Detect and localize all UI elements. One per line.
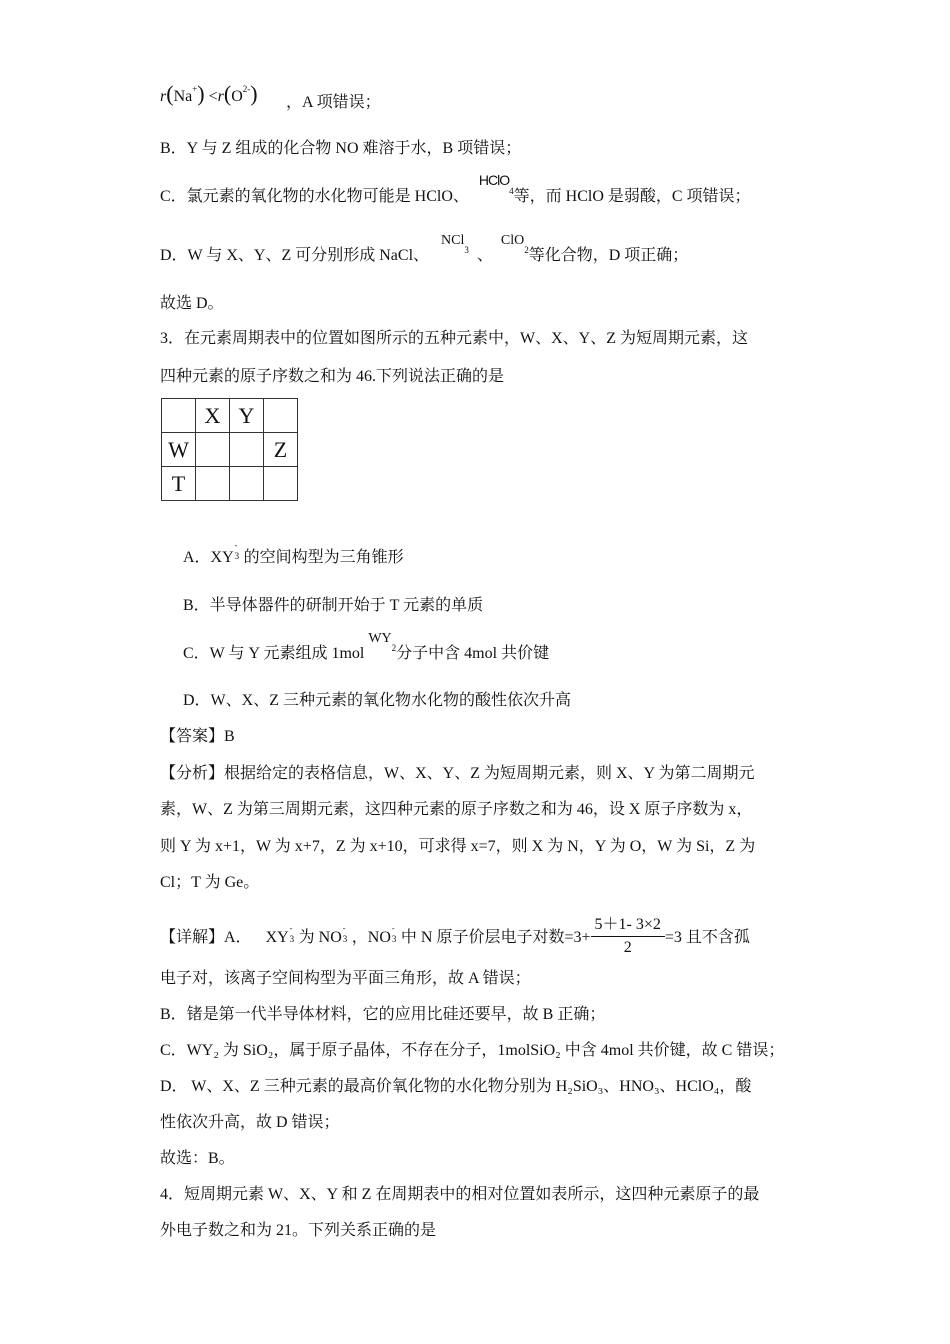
table-cell: T (162, 467, 196, 501)
detail-text: B．锗是第一代半导体材料，它的应用比硅还要早，故 B 正确； (160, 1006, 606, 1023)
question-4-text: 外电子数之和为 21。下列关系正确的是 (160, 1222, 437, 1239)
text-line: C．氯元素的氧化物的水化物可能是 HClO、HClO$^4$等，而 HClO 是弱酸，C 项错误； (160, 172, 751, 205)
answer-label: 【答案】B (160, 728, 235, 745)
table-row (162, 399, 298, 433)
ncl3-formula: NCl (441, 233, 465, 248)
table-row (162, 433, 298, 467)
wy2-formula: WY (368, 631, 392, 646)
table-cell (196, 467, 230, 501)
analysis-text: 【分析】根据给定的表格信息，W、X、Y、Z 为短周期元素，则 X、Y 为第二周期元 (160, 765, 755, 782)
text-line: D．W 与 X、Y、Z 可分别形成 NaCl、NCl$^3$ 、ClO$^2$等化合物，D 项正确； (160, 233, 689, 264)
option-a: A．XY - 3 的空间构型为三角锥形 (183, 541, 404, 566)
question-3-text: 3．在元素周期表中的位置如图所示的五种元素中，W、X、Y、Z 为短周期元素，这 (160, 330, 748, 347)
table-cell: Y (230, 399, 264, 433)
clo2-formula: ClO (500, 233, 525, 248)
analysis-text: 则 Y 为 x+1，W 为 x+7，Z 为 x+10，可求得 x=7，则 X 为 N，Y 为 O，W 为 Si，Z 为 (160, 838, 756, 855)
table-cell: W (162, 433, 196, 467)
analysis-text: 素，W、Z 为第三周期元素，这四种元素的原子序数之和为 46，设 X 原子序数为 x， (160, 801, 753, 818)
table-cell (264, 399, 298, 433)
oxygen-symbol: O (231, 88, 243, 105)
table-cell (230, 467, 264, 501)
option-d: D．W、X、Z 三种元素的氧化物水化物的酸性依次升高 (183, 692, 571, 709)
detail-text: 性依次升高，故 D 错误； (160, 1114, 340, 1131)
question-4-text: 4．短周期元素 W、X、Y 和 Z 在周期表中的相对位置如表所示，这四种元素原子的最 (160, 1186, 760, 1203)
detail-text: C．WY₂ 为 SiO₂，属于原子晶体，不存在分子，1molSiO₂ 中含 4mol 共价键，故 C 错误； (160, 1042, 785, 1059)
table-cell (162, 399, 196, 433)
detail-text: 故选：B。 (160, 1150, 235, 1167)
hclo4-formula: HClO (478, 172, 510, 188)
detail-text: 电子对，该离子空间构型为平面三角形，故 A 错误； (160, 970, 531, 987)
table-cell (196, 433, 230, 467)
analysis-text: Cl；T 为 Ge。 (160, 874, 260, 891)
radius-symbol: r (160, 88, 167, 105)
table-cell (264, 467, 298, 501)
text-line: ，A 项错误； (286, 94, 381, 111)
table-cell: X (196, 399, 230, 433)
table-cell (230, 433, 264, 467)
text-line: 故选 D。 (160, 295, 224, 312)
table-row (162, 467, 298, 501)
fraction: $\frac{5+1- 3\times 2}{2}$ (591, 914, 665, 959)
detail-text: D． W、X、Z 三种元素的最高价氧化物的水化物分别为 H₂SiO₃、HNO₃、HClO₄，酸 (160, 1078, 752, 1095)
sodium-symbol: Na (173, 88, 193, 105)
option-c: C．W 与 Y 元素组成 1molWY$^2$分子中含 4mol 共价键 (183, 631, 550, 662)
text-line: B．Y 与 Z 组成的化合物 NO 难溶于水，B 项错误； (160, 140, 522, 157)
periodic-table-fragment (161, 398, 298, 501)
detail-line-1: 【详解】A． XY - 3 为 NO - 3 ，NO - 3 中 N 原子价层电子对数=3+ $\frac{5+1- 3\times 2}{2}$ =3 且不含孤 (160, 916, 750, 961)
table-cell: Z (264, 433, 298, 467)
question-3-text: 四种元素的原子序数之和为 46.下列说法正确的是 (160, 368, 505, 385)
formula-line-1: $r(Na^+) <r(O^{2-})$ (160, 81, 258, 106)
option-b: B．半导体器件的研制开始于 T 元素的单质 (183, 597, 484, 614)
